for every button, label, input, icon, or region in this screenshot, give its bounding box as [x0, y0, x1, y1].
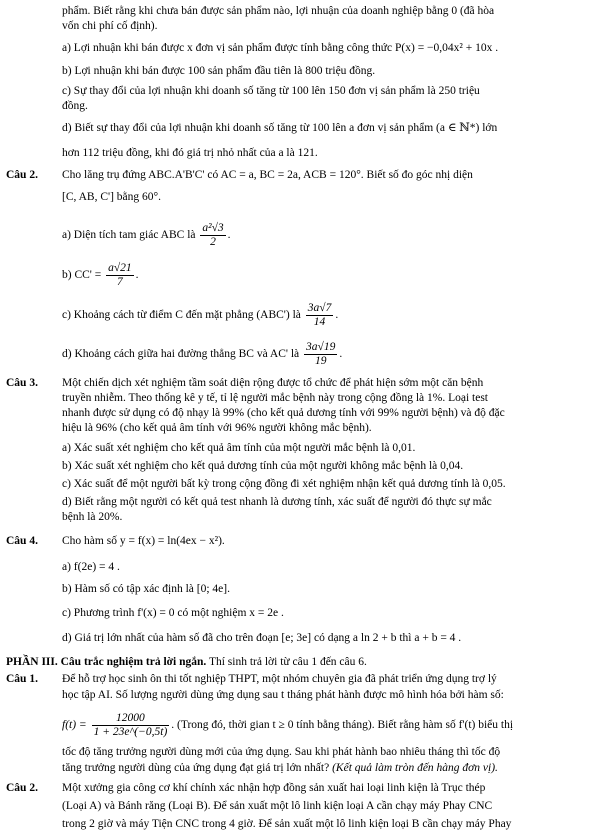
- option-a: a) Diện tích tam giác ABC là $\frac{\text{a²√3}}{2}$ .: [62, 222, 231, 248]
- option-c-text: c) Khoảng cách từ điểm C đến mặt phẳng (ABC') là: [62, 309, 301, 322]
- denominator: 1 + 23e^(−0,5t): [93, 726, 168, 738]
- question-text: truyền nhiễm. Theo thống kê y tế, tỉ lệ người mắc bệnh này trong cộng đồng là 1%. Loại test: [62, 392, 489, 404]
- rounding-note: (Kết quả làm tròn đến hàng đơn vị).: [329, 762, 498, 774]
- option-c: c) Khoảng cách từ điểm C đến mặt phẳng (ABC') là $\frac{3a√7}{14}$ .: [62, 302, 339, 328]
- option-b: b) Xác suất xét nghiệm cho kết quả dương tính của một người không mắc bệnh là 0,04.: [62, 460, 464, 472]
- formula-tail: . (Trong đó, thời gian t ≥ 0 tính bằng tháng). Biết rằng hàm số f'(t) biểu thị: [171, 719, 514, 732]
- question-text: Một chiến dịch xét nghiệm tầm soát diện rộng được tổ chức để phát hiện sớm một căn bệnh: [62, 377, 484, 389]
- denominator: 7: [117, 276, 123, 288]
- denominator: 2: [210, 236, 216, 248]
- question-label: Câu 3.: [6, 377, 38, 389]
- option-b: b) Lợi nhuận khi bán được 100 sản phẩm đầu tiên là 800 triệu đồng.: [62, 65, 376, 77]
- option-a: a) Xác suất xét nghiệm cho kết quả âm tính của một người mắc bệnh là 0,01.: [62, 442, 416, 454]
- question-text: trong 2 giờ và máy Tiện CNC trong 4 giờ. Để sản xuất một lô linh kiện loại B cần chạy máy Phay: [62, 818, 512, 830]
- fraction: [92, 712, 170, 739]
- option-d: d) Giá trị lớn nhất của hàm số đã cho trên đoạn [e; 3e] có dạng a ln 2 + b thì a + b = 4 .: [62, 632, 462, 644]
- option-c-cont: đồng.: [62, 100, 88, 112]
- question-text: tốc độ tăng trưởng người dùng mới của ứng dụng. Sau khi phát hành bao nhiêu tháng thì tốc độ: [62, 746, 501, 758]
- option-d: d) Biết sự thay đổi của lợi nhuận khi doanh số tăng từ 100 lên a đơn vị sản phẩm (a ∈ ℕ*) lớn: [62, 122, 498, 134]
- numerator: a√21: [108, 262, 132, 274]
- denominator: 14: [313, 316, 326, 328]
- question-label: Câu 1.: [6, 673, 38, 685]
- question-text: nhanh được sử dụng có độ nhạy là 99% (cho kết quả dương tính với 99% người bệnh) và độ đặc: [62, 407, 505, 419]
- question-label: Câu 4.: [6, 535, 38, 547]
- fraction: [200, 222, 225, 249]
- fraction: [306, 302, 334, 329]
- formula-line: [62, 712, 513, 739]
- option-c: c) Sự thay đổi của lợi nhuận khi doanh số tăng từ 100 lên 150 đơn vị sản phẩm là 250 triệu: [62, 85, 480, 97]
- section-heading: [6, 655, 367, 670]
- numerator: a²√3: [202, 222, 224, 234]
- numerator: 3a√7: [307, 302, 332, 314]
- question-text: Cho hàm số y = f(x) = ln(4ex − x²).: [62, 535, 225, 547]
- option-a: a) Lợi nhuận khi bán được x đơn vị sản phẩm được tính bằng công thức P(x) = −0,04x² + 10x .: [62, 42, 499, 54]
- option-d: d) Khoảng cách giữa hai đường thẳng BC và AC' là $\frac{3a√19}{19}$ .: [62, 341, 343, 367]
- option-a-text: a) Diện tích tam giác ABC là: [62, 229, 196, 242]
- option-c: c) Phương trình f'(x) = 0 có một nghiệm x = 2e .: [62, 607, 284, 619]
- option-d-cont: hơn 112 triệu đồng, khi đó giá trị nhỏ nhất của a là 121.: [62, 147, 318, 159]
- question-text: Để hỗ trợ học sinh ôn thi tốt nghiệp THPT, một nhóm chuyên gia đã phát triển ứng dụng trợ lý: [62, 673, 497, 685]
- question-text: (Loại A) và Bánh răng (Loại B). Để sản xuất một lô linh kiện loại A cần chạy máy Phay CNC: [62, 800, 493, 812]
- numerator: 12000: [92, 712, 170, 726]
- intro-line: phẩm. Biết rằng khi chưa bán được sản phẩm nào, lợi nhuận của doanh nghiệp bằng 0 (đã hòa: [62, 5, 495, 17]
- option-d: d) Biết rằng một người có kết quả test nhanh là dương tính, xác suất để người đó thực sự mắc: [62, 496, 492, 508]
- question-text: Một xưởng gia công cơ khí chính xác nhận hợp đồng sản xuất hai loại linh kiện là Trục thép: [62, 782, 486, 794]
- question-label: Câu 2.: [6, 169, 38, 181]
- section-title: PHẦN III. Câu trắc nghiệm trả lời ngắn.: [6, 656, 207, 668]
- formula-lhs: f(t) =: [62, 719, 87, 732]
- question-text-main: tăng trưởng người dùng của ứng dụng đạt giá trị lớn nhất?: [62, 762, 330, 774]
- fraction: [106, 262, 134, 289]
- question-text: [C, AB, C'] bằng 60°.: [62, 191, 161, 203]
- denominator: 19: [314, 355, 327, 367]
- option-b: b) Hàm số có tập xác định là [0; 4e].: [62, 583, 230, 595]
- option-b-text: b) CC' =: [62, 269, 102, 282]
- numerator: 3a√19: [306, 341, 336, 353]
- question-label: Câu 2.: [6, 782, 38, 794]
- option-b: b) CC' = $\frac{a√21}{7}$ .: [62, 262, 139, 288]
- intro-line: vốn chi phí cố định).: [62, 20, 158, 32]
- question-text: hiệu là 96% (cho kết quả âm tính với 96% người không mắc bệnh).: [62, 422, 372, 434]
- question-text: Cho lăng trụ đứng ABC.A'B'C' có AC = a, BC = 2a, ACB = 120°. Biết số đo góc nhị diện: [62, 169, 473, 181]
- option-a: a) f(2e) = 4 .: [62, 561, 120, 573]
- question-text: học tập AI. Số lượng người dùng ứng dụng sau t tháng phát hành được mô hình hóa bởi hàm số:: [62, 689, 504, 701]
- option-d-text: d) Khoảng cách giữa hai đường thẳng BC và AC' là: [62, 348, 300, 361]
- option-c: c) Xác suất để một người bất kỳ trong cộng đồng đi xét nghiệm nhận kết quả dương tính là 0,05.: [62, 478, 506, 490]
- option-d-cont: bệnh là 20%.: [62, 511, 123, 523]
- section-instruction: Thí sinh trả lời từ câu 1 đến câu 6.: [206, 656, 367, 668]
- fraction: [304, 341, 337, 368]
- question-text: [62, 761, 498, 776]
